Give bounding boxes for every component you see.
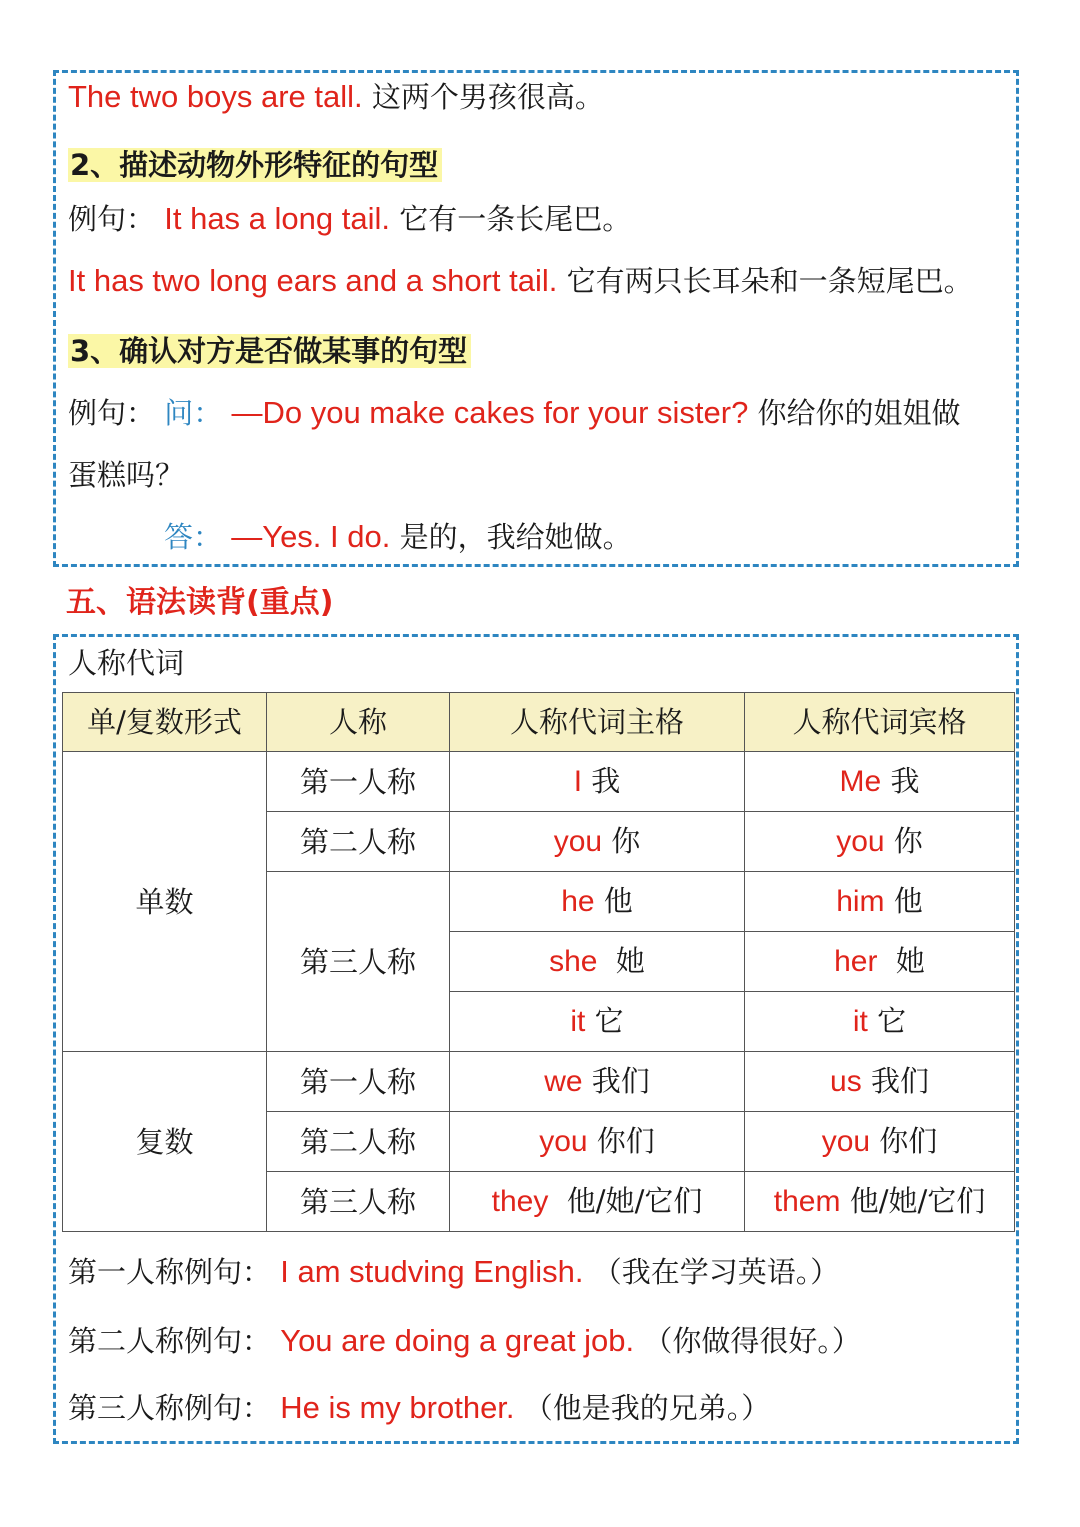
example-sentence-long-tail: 例句： It has a long tail. 它有一条长尾巴。 (68, 201, 632, 236)
object-cell: them 他/她/它们 (745, 1172, 1015, 1232)
person-cell: 第一人称 (267, 1052, 450, 1112)
pronoun-title: 人称代词 (68, 646, 185, 680)
subject-cell: you 你们 (450, 1112, 745, 1172)
object-cell: you 你们 (745, 1112, 1015, 1172)
example-sentence-ears: It has two long ears and a short tail. 它有两只长耳朵和一条短尾巴。 (68, 263, 973, 298)
grammar-box (53, 634, 1019, 1444)
header-cell: 人称代词宾格 (745, 693, 1015, 752)
person-cell: 第三人称 (267, 1172, 450, 1232)
example-question: 例句： 问： —Do you make cakes for your sister? 你给你的姐姐做 (68, 395, 961, 430)
subject-cell: I 我 (450, 752, 745, 812)
example-second-person: 第二人称例句： You are doing a great job. （你做得很好。） (68, 1323, 861, 1358)
object-cell: it 它 (745, 992, 1015, 1052)
person-cell: 第三人称 (267, 872, 450, 1052)
subject-cell: he 他 (450, 872, 745, 932)
subject-cell: we 我们 (450, 1052, 745, 1112)
table-row (63, 752, 1015, 812)
subject-cell: they 他/她/它们 (450, 1172, 745, 1232)
heading-confirm-action: 3、确认对方是否做某事的句型 (68, 331, 471, 371)
object-cell: you 你 (745, 812, 1015, 872)
example-sentence-tall: The two boys are tall. 这两个男孩很高。 (68, 79, 604, 114)
example-question-continued: 蛋糕吗？ (68, 458, 185, 492)
number-cell-plural: 复数 (63, 1052, 267, 1232)
object-cell: her 她 (745, 932, 1015, 992)
person-cell: 第二人称 (267, 812, 450, 872)
section-title: 五、语法读背(重点) (66, 585, 334, 620)
header-cell: 人称 (267, 693, 450, 752)
person-cell: 第一人称 (267, 752, 450, 812)
subject-cell: it 它 (450, 992, 745, 1052)
example-third-person: 第三人称例句： He is my brother. （他是我的兄弟。） (68, 1390, 771, 1425)
header-cell: 人称代词主格 (450, 693, 745, 752)
example-answer: 答： —Yes. I do. 是的，我给她做。 (164, 519, 632, 554)
heading-animal-description: 2、描述动物外形特征的句型 (68, 145, 442, 185)
header-cell: 单/复数形式 (63, 693, 267, 752)
object-cell: him 他 (745, 872, 1015, 932)
table-row (63, 1052, 1015, 1112)
example-first-person: 第一人称例句： I am studving English. （我在学习英语。） (68, 1254, 840, 1289)
table-header-row (63, 693, 1015, 752)
subject-cell: you 你 (450, 812, 745, 872)
subject-cell: she 她 (450, 932, 745, 992)
person-cell: 第二人称 (267, 1112, 450, 1172)
number-cell-singular: 单数 (63, 752, 267, 1052)
object-cell: Me 我 (745, 752, 1015, 812)
object-cell: us 我们 (745, 1052, 1015, 1112)
sentence-patterns-box (53, 70, 1019, 567)
pronoun-table (62, 692, 1015, 1232)
